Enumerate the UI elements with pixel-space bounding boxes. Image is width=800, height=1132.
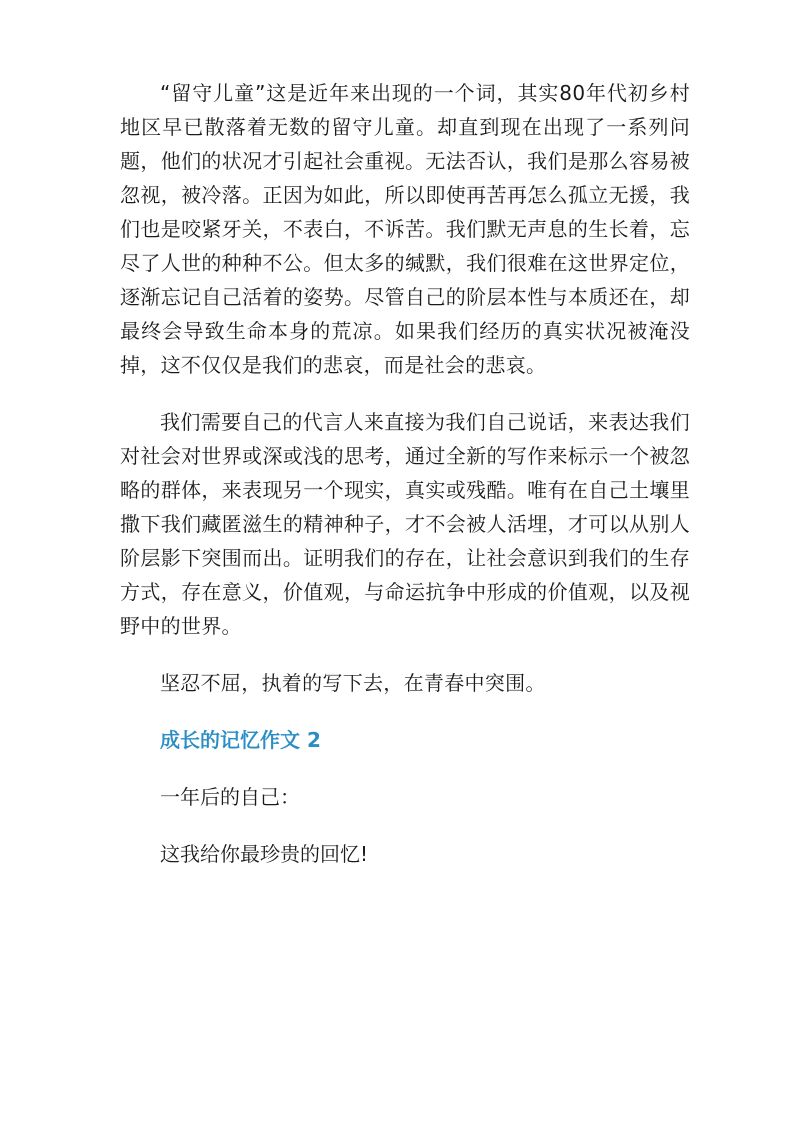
text-line-2: 这我给你最珍贵的回忆! — [160, 842, 369, 866]
text-line-1: 一年后的自己： — [160, 785, 300, 809]
section-heading: 成长的记忆作文 2 — [160, 728, 321, 752]
paragraph-3: 坚忍不屈，执着的写下去，在青春中突围。 — [160, 671, 546, 695]
paragraph-2: 我们需要自己的代言人来直接为我们自己说话，来表达我们对社会对世界或深或浅的思考，通过全新的写作来标示一个被忽略的群体，来表现另一个现实，真实或残酷。唯有在自己土壤里撒下我们藏匿滋生的精神种子，才不会被人活埋，才可以从别人阶层影下突围而出。证明我们的存在，让社会意识到我们的生存方式，存在意义，价值观，与命运抗争中形成的价值观，以及视野中的世界。 — [120, 410, 690, 638]
paragraph-1: “留守儿童”这是近年来出现的一个词，其实80年代初乡村地区早已散落着无数的留守儿童。却直到现在出现了一系列问题，他们的状况才引起社会重视。无法否认，我们是那么容易被忽视，被冷落。正因为如此，所以即使再苦再怎么孤立无援，我们也是咬紧牙关，不表白，不诉苦。我们默无声息的生长着，忘尽了人世的种种不公。但太多的缄默，我们很难在这世界定位，逐渐忘记自己活着的姿势。尽管自己的阶层本性与本质还在，却最终会导致生命本身的荒凉。如果我们经历的真实状况被淹没掉，这不仅仅是我们的悲哀，而是社会的悲哀。 — [120, 81, 690, 377]
document-body — [120, 76, 690, 871]
